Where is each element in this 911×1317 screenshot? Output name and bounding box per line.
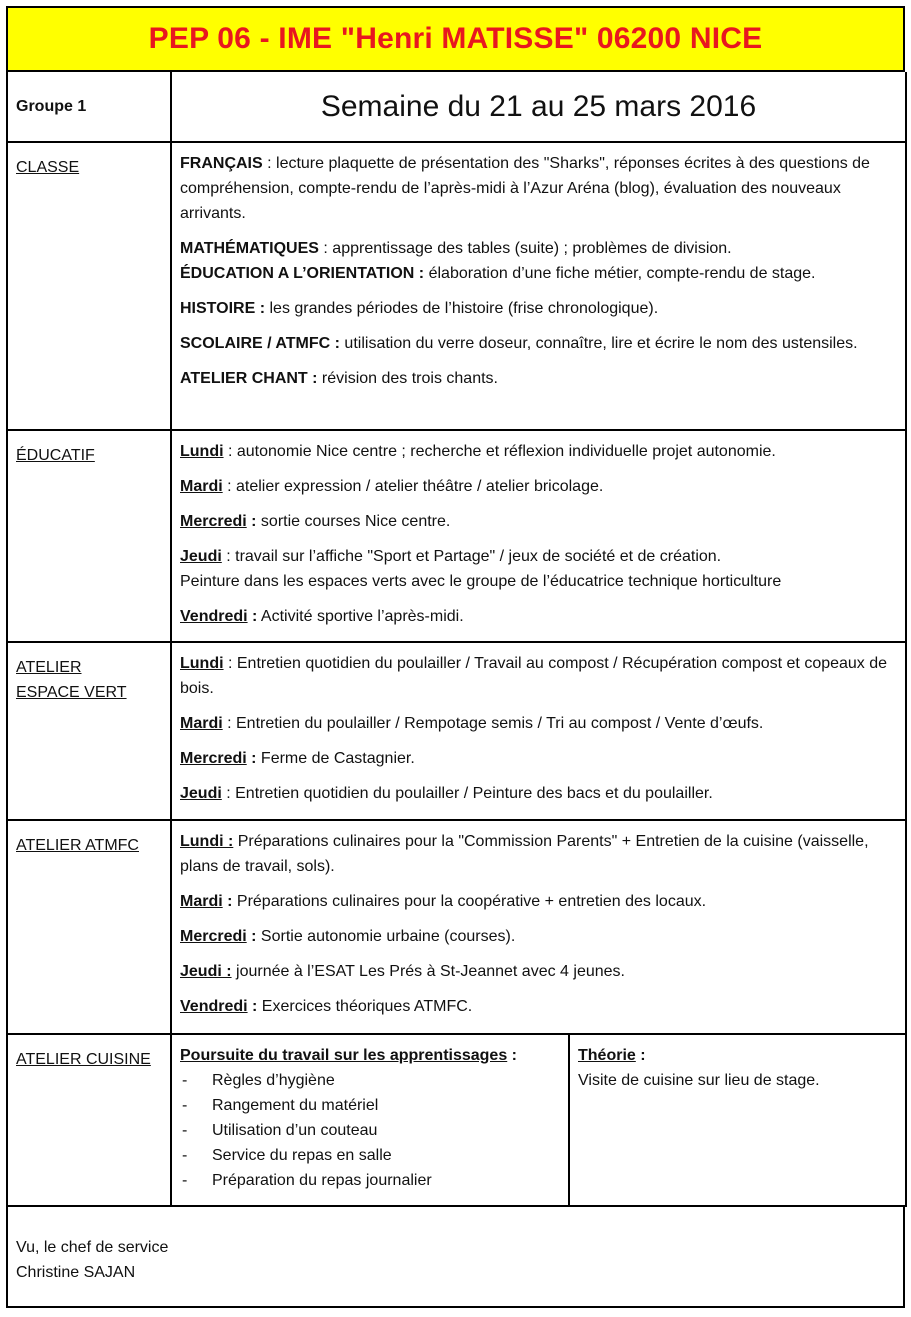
signature-name: Christine SAJAN <box>16 1264 136 1281</box>
list-item: - Service du repas en salle <box>180 1143 560 1168</box>
section-content-classe <box>171 142 906 430</box>
group-label: Groupe 1 <box>7 72 171 142</box>
row-classe <box>7 142 906 430</box>
document <box>6 6 905 1307</box>
educatif-jeudi: Jeudi : travail sur l’affiche "Sport et Partage" / jeux de société et de création. Peinture dans les espaces verts avec le groupe de l’éducatrice technique horticulture <box>180 548 782 590</box>
page-title: PEP 06 - IME "Henri MATISSE" 06200 NICE <box>148 22 763 55</box>
section-label-classe: CLASSE <box>7 142 171 430</box>
espace-vert-lundi: Lundi : Entretien quotidien du poulailler / Travail au compost / Récupération compost et copeaux de bois. <box>180 655 888 697</box>
section-content-educatif <box>171 430 906 642</box>
cuisine-theorie <box>569 1034 906 1206</box>
poursuite-heading: Poursuite du travail sur les apprentissages : <box>180 1047 518 1064</box>
list-item: - Préparation du repas journalier <box>180 1168 560 1193</box>
row-cuisine <box>7 1034 906 1206</box>
espace-vert-mercredi: Mercredi : Ferme de Castagnier. <box>180 750 415 767</box>
week-title: Semaine du 21 au 25 mars 2016 <box>171 72 906 142</box>
header-row <box>7 72 906 142</box>
educatif-vendredi: Vendredi : Activité sportive l’après-midi. <box>180 608 464 625</box>
section-content-espace-vert <box>171 642 906 820</box>
orientation-entry: ÉDUCATION A L’ORIENTATION : élaboration d’une fiche métier, compte-rendu de stage. <box>180 265 816 282</box>
educatif-mardi: Mardi : atelier expression / atelier théâtre / atelier bricolage. <box>180 478 604 495</box>
section-label-educatif: ÉDUCATIF <box>7 430 171 642</box>
atmfc-mardi: Mardi : Préparations culinaires pour la coopérative + entretien des locaux. <box>180 893 707 910</box>
schedule-table <box>6 72 907 1207</box>
signature-role: Vu, le chef de service <box>16 1239 169 1256</box>
francais-entry: FRANÇAIS : lecture plaquette de présentation des "Sharks", réponses écrites à des questions de compréhension, compte-rendu de l’après-midi à l’Azur Aréna (blog), évaluation des nouveaux arrivants. <box>180 155 870 222</box>
section-label-atmfc: ATELIER ATMFC <box>7 820 171 1034</box>
atmfc-jeudi: Jeudi : journée à l’ESAT Les Prés à St-Jeannet avec 4 jeunes. <box>180 963 625 980</box>
row-espace-vert <box>7 642 906 820</box>
list-item: - Rangement du matériel <box>180 1093 560 1118</box>
section-label-espace-vert: ATELIER ESPACE VERT <box>7 642 171 820</box>
theorie-heading: Théorie : <box>578 1047 646 1064</box>
maths-entry: MATHÉMATIQUES : apprentissage des tables (suite) ; problèmes de division. <box>180 240 732 257</box>
cuisine-apprentissages <box>171 1034 569 1206</box>
list-item: - Utilisation d’un couteau <box>180 1118 560 1143</box>
atmfc-mercredi: Mercredi : Sortie autonomie urbaine (courses). <box>180 928 516 945</box>
educatif-lundi: Lundi : autonomie Nice centre ; recherche et réflexion individuelle projet autonomie. <box>180 443 776 460</box>
histoire-entry: HISTOIRE : les grandes périodes de l’histoire (frise chronologique). <box>180 300 659 317</box>
educatif-mercredi: Mercredi : sortie courses Nice centre. <box>180 513 451 530</box>
chant-entry: ATELIER CHANT : révision des trois chants. <box>180 370 498 387</box>
scolaire-entry: SCOLAIRE / ATMFC : utilisation du verre doseur, connaître, lire et écrire le nom des ustensiles. <box>180 335 858 352</box>
title-banner <box>6 6 905 72</box>
signature-block <box>6 1207 905 1308</box>
espace-vert-mardi: Mardi : Entretien du poulailler / Rempotage semis / Tri au compost / Vente d’œufs. <box>180 715 764 732</box>
apprentissages-list <box>180 1068 560 1193</box>
row-educatif <box>7 430 906 642</box>
atmfc-vendredi: Vendredi : Exercices théoriques ATMFC. <box>180 998 473 1015</box>
row-atmfc <box>7 820 906 1034</box>
section-label-cuisine: ATELIER CUISINE <box>7 1034 171 1206</box>
theorie-text: Visite de cuisine sur lieu de stage. <box>578 1072 820 1089</box>
atmfc-lundi: Lundi : Préparations culinaires pour la "Commission Parents" + Entretien de la cuisine (vaisselle, plans de travail, sols). <box>180 833 869 875</box>
section-content-atmfc <box>171 820 906 1034</box>
espace-vert-jeudi: Jeudi : Entretien quotidien du poulailler / Peinture des bacs et du poulailler. <box>180 785 713 802</box>
list-item: - Règles d’hygiène <box>180 1068 560 1093</box>
